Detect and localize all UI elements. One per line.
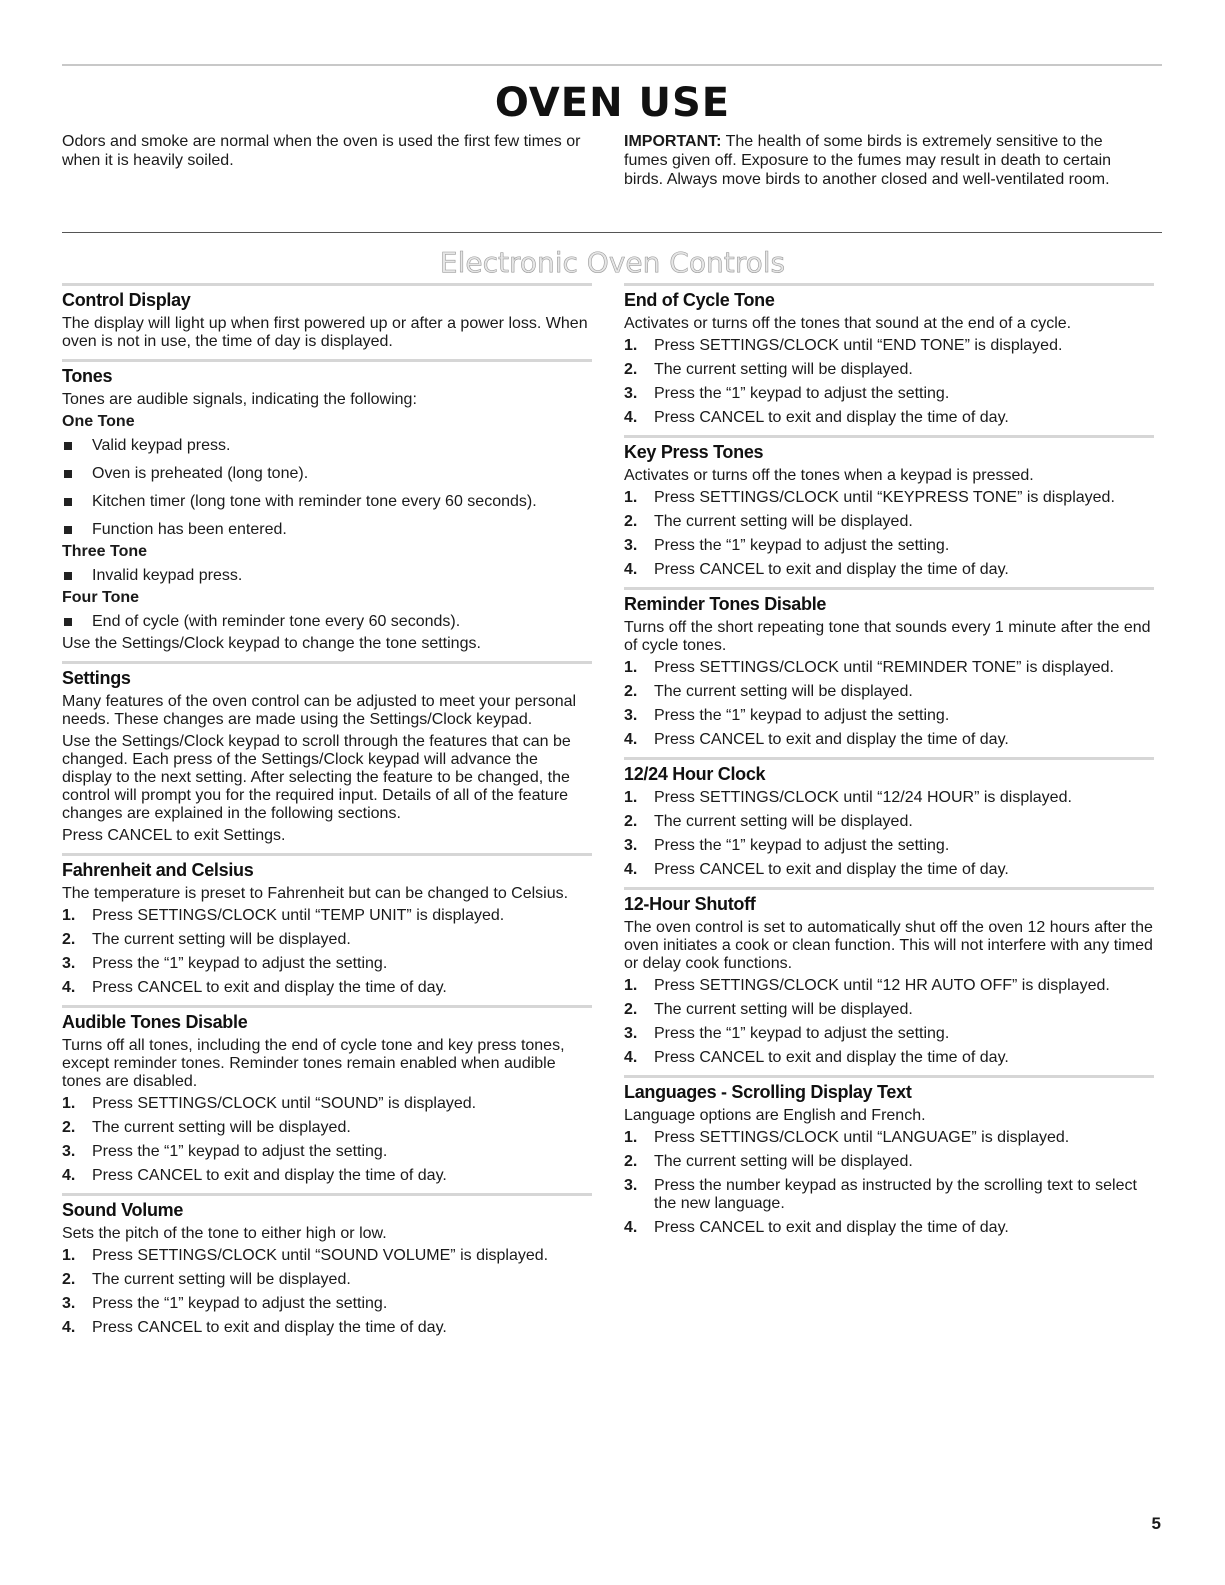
section-title: Electronic Oven Controls — [439, 246, 786, 279]
languages-section — [624, 1075, 1154, 1237]
step-item: 3. Press the “1” keypad to adjust the setting. — [62, 955, 388, 972]
step-item: 2. The current setting will be displayed. — [624, 361, 913, 378]
list-item: Oven is preheated (long tone). — [62, 465, 592, 483]
top-rule — [62, 64, 1162, 66]
section-divider — [624, 887, 1154, 890]
fahrenheit-section — [62, 853, 592, 997]
section-heading: Tones — [62, 366, 113, 386]
steps-list — [624, 337, 1154, 427]
section-text: Sets the pitch of the tone to either high or low. — [62, 1225, 387, 1242]
section-heading: Reminder Tones Disable — [624, 594, 827, 614]
four-tone-list — [62, 613, 592, 631]
step-item: 2. The current setting will be displayed. — [62, 1119, 351, 1136]
steps-list — [62, 1247, 592, 1337]
settings-section — [62, 661, 592, 845]
step-item: 4. Press CANCEL to exit and display the time of day. — [624, 1219, 1009, 1236]
step-item: 3. Press the “1” keypad to adjust the setting. — [624, 837, 950, 854]
section-text: Activates or turns off the tones when a keypad is pressed. — [624, 467, 1034, 484]
important-label: IMPORTANT: — [624, 133, 722, 150]
section-divider — [624, 435, 1154, 438]
step-item: 1. Press SETTINGS/CLOCK until “LANGUAGE” is displayed. — [624, 1129, 1070, 1146]
section-text: Use the Settings/Clock keypad to scroll through the features that can be changed. Each press of the Settings/Clock keypad will advance the display to the next setting. After selecting the feature to be changed, the control will prompt you for the required input. Details of all of the feature changes are explained in the following sections. — [62, 733, 571, 822]
step-item: 2. The current setting will be displayed. — [624, 683, 913, 700]
list-item: Function has been entered. — [62, 521, 592, 539]
right-column — [624, 283, 1154, 1245]
section-divider — [62, 853, 592, 856]
step-item: 4. Press CANCEL to exit and display the time of day. — [624, 731, 1009, 748]
step-item: 3. Press the number keypad as instructed by the scrolling text to select the new language. — [624, 1177, 1137, 1212]
page-number: 5 — [1151, 1514, 1161, 1533]
step-item: 1. Press SETTINGS/CLOCK until “END TONE” is displayed. — [624, 337, 1063, 354]
section-text: The display will light up when first powered up or after a power loss. When oven is not in use, the time of day is displayed. — [62, 315, 588, 350]
section-text: Many features of the oven control can be adjusted to meet your personal needs. These changes are made using the Settings/Clock keypad. — [62, 693, 577, 728]
step-item: 3. Press the “1” keypad to adjust the setting. — [624, 537, 950, 554]
step-item: 1. Press SETTINGS/CLOCK until “TEMP UNIT” is displayed. — [62, 907, 505, 924]
steps-list — [62, 907, 592, 997]
shutoff-section — [624, 887, 1154, 1067]
three-tone-list — [62, 567, 592, 585]
step-item: 2. The current setting will be displayed. — [62, 1271, 351, 1288]
step-item: 4. Press CANCEL to exit and display the time of day. — [624, 861, 1009, 878]
section-heading: Fahrenheit and Celsius — [62, 860, 254, 880]
one-tone-label: One Tone — [62, 413, 135, 430]
step-item: 2. The current setting will be displayed. — [624, 1001, 913, 1018]
section-divider — [624, 1075, 1154, 1078]
section-text: The oven control is set to automatically shut off the oven 12 hours after the oven initiates a cook or clean function. This will not interfere with any timed or delay cook functions. — [624, 919, 1153, 972]
steps-list — [624, 1129, 1154, 1237]
section-heading: Languages - Scrolling Display Text — [624, 1082, 912, 1102]
steps-list — [624, 789, 1154, 879]
step-item: 2. The current setting will be displayed. — [624, 813, 913, 830]
steps-list — [624, 489, 1154, 579]
important-text: The health of some birds is extremely sensitive to the fumes given off. Exposure to the fumes may result in death to certain birds. Always move birds to another closed and well-ventilated room. — [624, 133, 1112, 188]
reminder-section — [624, 587, 1154, 749]
step-item: 2. The current setting will be displayed. — [624, 513, 913, 530]
steps-list — [624, 659, 1154, 749]
section-heading: 12-Hour Shutoff — [624, 894, 756, 914]
section-divider — [624, 757, 1154, 760]
section-heading: Settings — [62, 668, 131, 688]
one-tone-list — [62, 437, 592, 539]
step-item: 3. Press the “1” keypad to adjust the setting. — [62, 1143, 388, 1160]
four-tone-label: Four Tone — [62, 589, 140, 606]
volume-section — [62, 1193, 592, 1337]
section-heading: Control Display — [62, 290, 191, 310]
step-item: 4. Press CANCEL to exit and display the time of day. — [624, 561, 1009, 578]
section-heading: Audible Tones Disable — [62, 1012, 248, 1032]
section-heading: Sound Volume — [62, 1200, 184, 1220]
three-tone-label: Three Tone — [62, 543, 148, 560]
section-text: Language options are English and French. — [624, 1107, 926, 1124]
step-item: 1. Press SETTINGS/CLOCK until “12/24 HOUR” is displayed. — [624, 789, 1072, 806]
step-item: 4. Press CANCEL to exit and display the time of day. — [62, 979, 447, 996]
section-text: Turns off all tones, including the end of cycle tone and key press tones, except reminder tones. Reminder tones remain enabled when audible tones are disabled. — [62, 1037, 565, 1090]
section-divider — [624, 283, 1154, 286]
step-item: 1. Press SETTINGS/CLOCK until “SOUND VOLUME” is displayed. — [62, 1247, 549, 1264]
section-text: Activates or turns off the tones that sound at the end of a cycle. — [624, 315, 1072, 332]
section-divider — [624, 587, 1154, 590]
key-press-section — [624, 435, 1154, 579]
section-heading: End of Cycle Tone — [624, 290, 775, 310]
intro-important — [624, 132, 1144, 189]
section-heading: Key Press Tones — [624, 442, 764, 462]
list-item: End of cycle (with reminder tone every 60 seconds). — [62, 613, 592, 631]
section-divider — [62, 661, 592, 664]
list-item: Kitchen timer (long tone with reminder tone every 60 seconds). — [62, 493, 592, 511]
list-item: Valid keypad press. — [62, 437, 592, 455]
step-item: 3. Press the “1” keypad to adjust the setting. — [62, 1295, 388, 1312]
intro-odors: Odors and smoke are normal when the oven is used the first few times or when it is heavily soiled. — [62, 133, 581, 169]
section-divider — [62, 283, 592, 286]
step-item: 3. Press the “1” keypad to adjust the setting. — [624, 1025, 950, 1042]
step-item: 1. Press SETTINGS/CLOCK until “12 HR AUTO OFF” is displayed. — [624, 977, 1110, 994]
section-text: Use the Settings/Clock keypad to change the tone settings. — [62, 635, 481, 652]
step-item: 4. Press CANCEL to exit and display the time of day. — [624, 1049, 1009, 1066]
audible-section — [62, 1005, 592, 1185]
control-display-section — [62, 283, 592, 351]
section-text: Turns off the short repeating tone that sounds every 1 minute after the end of cycle tones. — [624, 619, 1151, 654]
section-divider — [62, 1193, 592, 1196]
section-divider — [62, 359, 592, 362]
step-item: 3. Press the “1” keypad to adjust the setting. — [624, 385, 950, 402]
steps-list — [62, 1095, 592, 1185]
step-item: 2. The current setting will be displayed. — [624, 1153, 913, 1170]
section-rule — [62, 232, 1162, 233]
section-text: The temperature is preset to Fahrenheit but can be changed to Celsius. — [62, 885, 569, 902]
step-item: 3. Press the “1” keypad to adjust the setting. — [624, 707, 950, 724]
left-column — [62, 283, 592, 1345]
step-item: 1. Press SETTINGS/CLOCK until “KEYPRESS TONE” is displayed. — [624, 489, 1115, 506]
step-item: 2. The current setting will be displayed. — [62, 931, 351, 948]
section-text: Press CANCEL to exit Settings. — [62, 827, 286, 844]
section-heading: 12/24 Hour Clock — [624, 764, 766, 784]
section-text: Tones are audible signals, indicating the following: — [62, 391, 417, 408]
step-item: 1. Press SETTINGS/CLOCK until “REMINDER TONE” is displayed. — [624, 659, 1114, 676]
step-item: 4. Press CANCEL to exit and display the time of day. — [62, 1319, 447, 1336]
step-item: 4. Press CANCEL to exit and display the time of day. — [62, 1167, 447, 1184]
list-item: Invalid keypad press. — [62, 567, 592, 585]
hour-clock-section — [624, 757, 1154, 879]
step-item: 1. Press SETTINGS/CLOCK until “SOUND” is displayed. — [62, 1095, 477, 1112]
tones-section — [62, 359, 592, 653]
section-divider — [62, 1005, 592, 1008]
page-title: OVEN USE — [494, 80, 731, 126]
steps-list — [624, 977, 1154, 1067]
step-item: 4. Press CANCEL to exit and display the time of day. — [624, 409, 1009, 426]
end-cycle-section — [624, 283, 1154, 427]
